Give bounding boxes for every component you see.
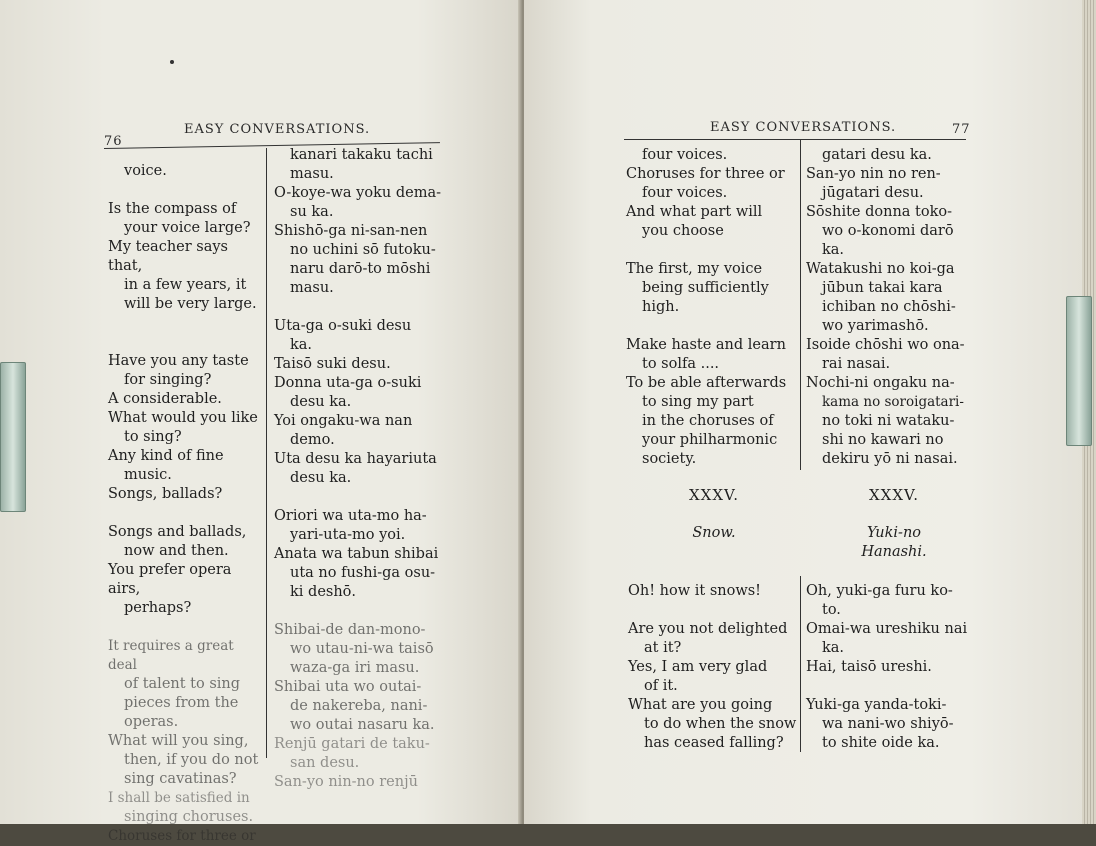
- japanese-line: uta no fushi-ga osu-: [290, 565, 436, 581]
- japanese-line: wo outai nasaru ka.: [290, 717, 435, 733]
- japanese-line: Donna uta-ga o-suki: [274, 375, 422, 391]
- english-line: Are you not delighted: [628, 621, 788, 637]
- english-line: sing cavatinas?: [124, 771, 237, 787]
- english-line: to sing?: [124, 429, 182, 445]
- english-line: Songs, ballads?: [108, 486, 223, 502]
- english-line: Songs and ballads,: [108, 524, 247, 540]
- japanese-line: Shibai uta wo outai-: [274, 679, 422, 695]
- english-line: It requires a great deal: [108, 638, 234, 673]
- japanese-line: wo yarimashō.: [822, 318, 929, 334]
- english-line: What will you sing,: [108, 733, 249, 749]
- english-line: pieces from the: [124, 695, 239, 711]
- japanese-line: naru darō-to mōshi: [290, 261, 431, 277]
- section-number-en: XXXV.: [688, 486, 739, 504]
- english-line: for singing?: [124, 372, 212, 388]
- japanese-line: Watakushi no koi-ga: [806, 261, 955, 277]
- japanese-line: Yoi ongaku-wa nan: [274, 413, 413, 429]
- english-line: your voice large?: [124, 220, 251, 236]
- japanese-line: Isoide chōshi wo ona-: [806, 337, 965, 353]
- japanese-line: Taisō suki desu.: [274, 356, 391, 372]
- column-divider-right-top: [800, 140, 801, 470]
- ink-speck: [170, 60, 174, 64]
- japanese-line: Shibai-de dan-mono-: [274, 622, 426, 638]
- japanese-line: demo.: [290, 432, 335, 448]
- bookmark-tab-right[interactable]: [1066, 296, 1092, 446]
- japanese-line: Nochi-ni ongaku na-: [806, 375, 955, 391]
- japanese-line: no toki ni wataku-: [822, 413, 955, 429]
- right-page: [524, 0, 1082, 824]
- english-line: To be able afterwards: [626, 375, 787, 391]
- english-line: high.: [642, 299, 680, 315]
- japanese-line: ichiban no chōshi-: [822, 299, 956, 315]
- japanese-line: Sōshite donna toko-: [806, 204, 953, 220]
- japanese-line: ka.: [822, 242, 845, 258]
- japanese-line: dekiru yō ni nasai.: [822, 451, 958, 467]
- english-line: you choose: [642, 223, 724, 239]
- english-line: to solfa ....: [642, 356, 720, 372]
- english-line: perhaps?: [124, 600, 192, 616]
- japanese-line: wa nani-wo shiyō-: [822, 716, 954, 732]
- japanese-line: rai nasai.: [822, 356, 891, 372]
- english-column-left: [108, 162, 266, 846]
- japanese-line: jūbun takai kara: [822, 280, 943, 296]
- english-line: What would you like: [108, 410, 258, 426]
- english-line: The first, my voice: [626, 261, 763, 277]
- page-number-right: 77: [952, 122, 971, 137]
- section-title-en: Snow.: [692, 525, 736, 541]
- japanese-line: ki deshō.: [290, 584, 357, 600]
- english-line: four voices.: [642, 147, 728, 163]
- english-line: A considerable.: [108, 391, 222, 407]
- japanese-line: Uta desu ka hayariuta: [274, 451, 437, 467]
- japanese-line: desu ka.: [290, 394, 352, 410]
- japanese-line: wo o-konomi darō: [822, 223, 954, 239]
- japanese-line: to shite oide ka.: [822, 735, 940, 751]
- japanese-line: to.: [822, 602, 841, 618]
- english-line: in a few years, it: [124, 277, 247, 293]
- japanese-line: Yuki-ga yanda-toki-: [806, 697, 947, 713]
- japanese-line: kama no soroigatari-: [822, 394, 964, 410]
- japanese-line: Oh, yuki-ga furu ko-: [806, 583, 953, 599]
- japanese-line: wo utau-ni-wa taisō: [290, 641, 434, 657]
- japanese-line: Renjū gatari de taku-: [274, 736, 430, 752]
- english-line: has ceased falling?: [644, 735, 784, 751]
- japanese-line: ka.: [290, 337, 313, 353]
- english-column-right: [626, 146, 798, 469]
- japanese-line: su ka.: [290, 204, 334, 220]
- english-line: now and then.: [124, 543, 229, 559]
- japanese-line: San-yo nin-no renjū: [274, 774, 418, 790]
- english-line: Is the compass of: [108, 201, 237, 217]
- english-line: will be very large.: [124, 296, 257, 312]
- left-page: [0, 0, 522, 844]
- english-line: What are you going: [628, 697, 773, 713]
- japanese-line: Hai, taisō ureshi.: [806, 659, 932, 675]
- english-line: your philharmonic: [642, 432, 778, 448]
- header-rule-right: [624, 139, 966, 140]
- english-line: operas.: [124, 714, 179, 730]
- english-line: I shall be satisfied in: [108, 790, 250, 806]
- running-title-left: EASY CONVERSATIONS.: [184, 122, 371, 137]
- japanese-line: kanari takaku tachi: [290, 147, 433, 163]
- bookmark-tab-left[interactable]: [0, 362, 26, 512]
- column-divider-left: [266, 148, 267, 758]
- english-line: of talent to sing: [124, 676, 241, 692]
- japanese-line: Omai-wa ureshiku nai: [806, 621, 968, 637]
- english-line: Yes, I am very glad: [628, 659, 768, 675]
- english-line: Choruses for three or: [108, 828, 256, 844]
- english-line: music.: [124, 467, 172, 483]
- japanese-line: Oriori wa uta-mo ha-: [274, 508, 427, 524]
- english-line: voice.: [124, 163, 167, 179]
- english-line: And what part will: [626, 204, 763, 220]
- japanese-column-right-2: [806, 582, 986, 753]
- japanese-line: desu ka.: [290, 470, 352, 486]
- japanese-line: O-koye-wa yoku dema-: [274, 185, 441, 201]
- english-line: to sing my part: [642, 394, 754, 410]
- page-number-left: 76: [104, 134, 123, 149]
- japanese-line: san desu.: [290, 755, 360, 771]
- japanese-line: masu.: [290, 280, 334, 296]
- english-line: Any kind of fine: [108, 448, 224, 464]
- english-line: Oh! how it snows!: [628, 583, 762, 599]
- japanese-line: masu.: [290, 166, 334, 182]
- japanese-line: de nakereba, nani-: [290, 698, 428, 714]
- column-divider-right-bottom: [800, 576, 801, 752]
- english-line: in the choruses of: [642, 413, 774, 429]
- english-line: society.: [642, 451, 697, 467]
- english-line: Make haste and learn: [626, 337, 786, 353]
- english-line: to do when the snow: [644, 716, 797, 732]
- english-line: being sufficiently: [642, 280, 769, 296]
- section-number-jp: XXXV.: [868, 486, 919, 504]
- english-column-right-2: [628, 582, 800, 753]
- japanese-line: yari-uta-mo yoi.: [290, 527, 406, 543]
- english-line: then, if you do not: [124, 752, 259, 768]
- running-title-right: EASY CONVERSATIONS.: [710, 120, 897, 135]
- english-line: You prefer opera airs,: [108, 562, 232, 597]
- japanese-line: waza-ga iri masu.: [290, 660, 420, 676]
- english-line: four voices.: [642, 185, 728, 201]
- section-title-jp-1: Yuki-no: [866, 525, 922, 541]
- english-line: singing choruses.: [124, 809, 254, 825]
- english-line: Have you any taste: [108, 353, 249, 369]
- japanese-column-left: [274, 146, 446, 792]
- japanese-line: gatari desu ka.: [822, 147, 932, 163]
- section-title-jp-2: Hanashi.: [861, 544, 927, 560]
- japanese-column-right: [806, 146, 986, 469]
- english-line: Choruses for three or: [626, 166, 785, 182]
- japanese-line: no uchini sō futoku-: [290, 242, 436, 258]
- japanese-line: Shishō-ga ni-san-nen: [274, 223, 428, 239]
- japanese-line: ka.: [822, 640, 845, 656]
- english-line: My teacher says that,: [108, 239, 229, 274]
- japanese-line: Uta-ga o-suki desu: [274, 318, 412, 334]
- japanese-line: San-yo nin no ren-: [806, 166, 941, 182]
- japanese-line: shi no kawari no: [822, 432, 944, 448]
- english-line: at it?: [644, 640, 682, 656]
- english-line: of it.: [644, 678, 678, 694]
- japanese-line: Anata wa tabun shibai: [274, 546, 439, 562]
- japanese-line: jūgatari desu.: [822, 185, 924, 201]
